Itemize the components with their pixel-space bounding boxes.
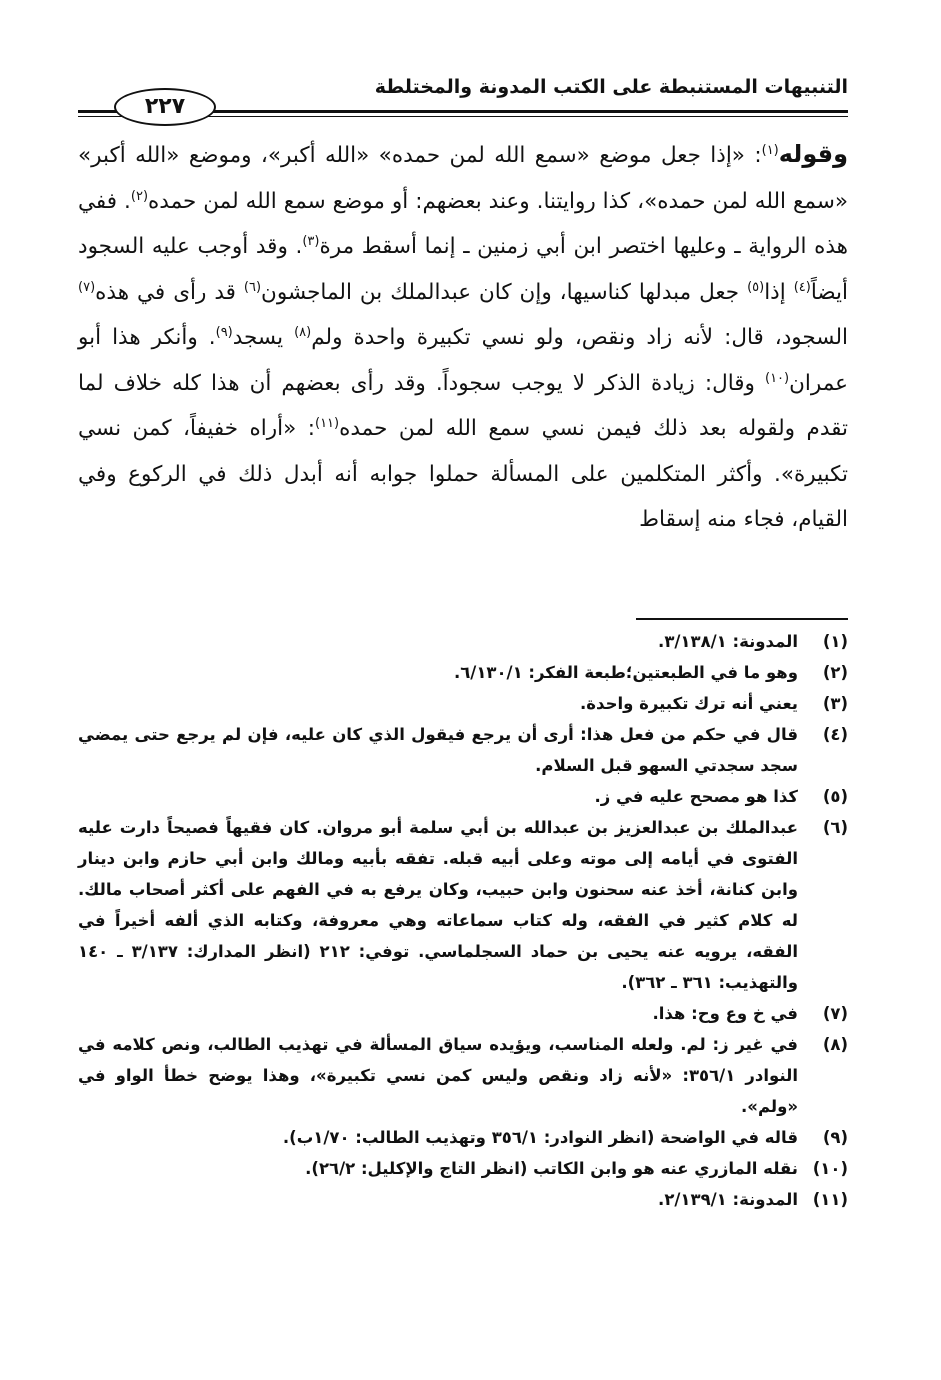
footnote-marker: (٨) bbox=[294, 324, 312, 340]
main-text bbox=[78, 132, 848, 543]
text-segment: وقال: زيادة الذكر لا يوجب سجوداً. وقد رأى بعضهم أن هذا كله خلاف لما تقدم ولقوله بعد ذلك فيمن نسي سمع الله لمن حمده bbox=[78, 370, 848, 441]
intro-word: وقوله bbox=[778, 140, 848, 168]
footnote-item bbox=[78, 1122, 848, 1153]
text-segment: . وأنكر هذا أبو عمران bbox=[78, 325, 848, 396]
footnotes bbox=[78, 626, 848, 1215]
footnote-item bbox=[78, 1184, 848, 1215]
footnote-marker: (٤) bbox=[793, 279, 811, 295]
footnote-item bbox=[78, 657, 848, 688]
footnote-text: المدونة: ٣/١٣٨/١. bbox=[658, 632, 798, 651]
footnote-text: عبدالملك بن عبدالعزيز بن عبدالله بن أبي سلمة أبو مروان. كان فقيهاً فصيحاً دارت عليه الفتوى في أيامه إلى موته وعلى أبيه قبله. تفقه بأبيه ومالك وابن أبي حازم وابن دينار وابن كنانة، أخذ عنه سحنون وابن حبيب، وكان يرفع به في الفهم على أكثر أصحاب مالك. له كلام كثير في الفقه، وله كتاب سماعاته وهي معروفة، وكتابه الذي ألفه أخيراً في الفقه، يرويه عنه يحيى بن حماد السجلماسي. توفي: ٢١٢ (انظر المدارك: ٣/١٣٧ ـ ١٤٠ والتهذيب: ٣٦١ ـ ٣٦٢). bbox=[78, 818, 798, 992]
footnote-number: (١) bbox=[822, 632, 848, 651]
text-segment: إذا bbox=[764, 279, 794, 305]
page-number: ٢٢٧ bbox=[114, 88, 216, 126]
footnote-text: قال في حكم من فعل هذا: أرى أن يرجع فيقول الذي كان عليه، فإن لم يرجع حتى يمضي سجد سجدتي السهو قبل السلام. bbox=[78, 725, 798, 775]
footnote-number: (٩) bbox=[822, 1128, 848, 1147]
footnote-item bbox=[78, 781, 848, 812]
footnote-text: وهو ما في الطبعتين؛طبعة الفكر: ٦/١٣٠/١. bbox=[453, 663, 798, 682]
footnote-text: في خ وع وح: هذا. bbox=[652, 1004, 798, 1023]
footnote-item bbox=[78, 1153, 848, 1184]
page-header bbox=[78, 58, 848, 128]
footnote-marker: (٣) bbox=[302, 233, 320, 249]
footnote-number: (٧) bbox=[822, 1004, 848, 1023]
footnote-item bbox=[78, 688, 848, 719]
footnote-text: نقله المازري عنه هو وابن الكاتب (انظر التاج والإكليل: ٢٦/٢). bbox=[305, 1159, 798, 1178]
running-title: التنبيهات المستنبطة على الكتب المدونة والمختلطة bbox=[374, 76, 848, 98]
footnote-item bbox=[78, 1029, 848, 1122]
footnote-item bbox=[78, 719, 848, 781]
text-segment: جعل مبدلها كناسيها، وإن كان عبدالملك بن الماجشون bbox=[261, 279, 748, 305]
footnote-number: (٣) bbox=[822, 694, 848, 713]
text-segment: قد رأى في هذه bbox=[95, 279, 244, 305]
footnote-marker: (١٠) bbox=[764, 370, 790, 386]
footnote-item bbox=[78, 812, 848, 998]
footnote-text: يعني أنه ترك تكبيرة واحدة. bbox=[580, 694, 798, 713]
main-paragraph bbox=[78, 132, 848, 543]
text-segment: السجود، قال: لأنه زاد ونقص، ولو نسي تكبيرة واحدة ولم bbox=[311, 325, 848, 350]
footnote-marker: (٦) bbox=[243, 279, 262, 295]
footnote-marker: (١) bbox=[761, 142, 779, 158]
footnote-text: المدونة: ٢/١٣٩/١. bbox=[658, 1190, 798, 1209]
footnote-number: (٨) bbox=[822, 1035, 848, 1054]
footnote-number: (٤) bbox=[822, 725, 848, 744]
footnote-number: (١١) bbox=[812, 1190, 848, 1209]
footnote-number: (١٠) bbox=[812, 1159, 848, 1178]
footnote-text: في غير ز: لم. ولعله المناسب، ويؤيده سياق المسألة في تهذيب الطالب، ونص كلامه في النوادر ٣٥٦/١: «لأنه زاد ونقص وليس كمن نسي تكبيرة»، وهذا يوضح خطأ الواو في «ولم». bbox=[78, 1035, 798, 1116]
footnote-marker: (٥) bbox=[747, 279, 765, 295]
footnote-marker: (١١) bbox=[315, 415, 340, 431]
text-segment: : «أراه خفيفاً، كمن نسي تكبيرة». وأكثر المتكلمين على المسألة حملوا جوابه أنه أبدل ذلك في الركوع وفي القيام، فجاء منه إسقاط bbox=[78, 416, 848, 532]
footnote-marker: (٧) bbox=[78, 279, 96, 295]
footnote-marker: (٩) bbox=[215, 324, 233, 340]
text-segment: : «إذا جعل موضع «سمع الله لمن حمده» «الله أكبر»، وموضع «الله أكبر» «سمع الله لمن حمده»، كذا روايتنا. وعند بعضهم: أو موضع سمع الله لمن حمده bbox=[78, 143, 848, 214]
footnote-item bbox=[78, 626, 848, 657]
footnote-number: (٥) bbox=[822, 787, 848, 806]
footnote-number: (٢) bbox=[822, 663, 848, 682]
text-segment: . وقد أوجب عليه السجود أيضاً bbox=[78, 234, 849, 305]
text-segment: يسجد bbox=[232, 325, 295, 350]
footnote-text: كذا هو مصحح عليه في ز. bbox=[594, 787, 798, 806]
footnote-number: (٦) bbox=[822, 818, 848, 837]
footnote-separator bbox=[636, 618, 848, 620]
footnote-item bbox=[78, 998, 848, 1029]
text-segment: . ففي هذه الرواية ـ وعليها اختصر ابن أبي زمنين ـ إنما أسقط مرة bbox=[78, 188, 849, 259]
footnote-marker: (٢) bbox=[130, 188, 149, 204]
footnote-text: قاله في الواضحة (انظر النوادر: ٣٥٦/١ وتهذيب الطالب: ١/٧٠ب). bbox=[282, 1128, 798, 1147]
